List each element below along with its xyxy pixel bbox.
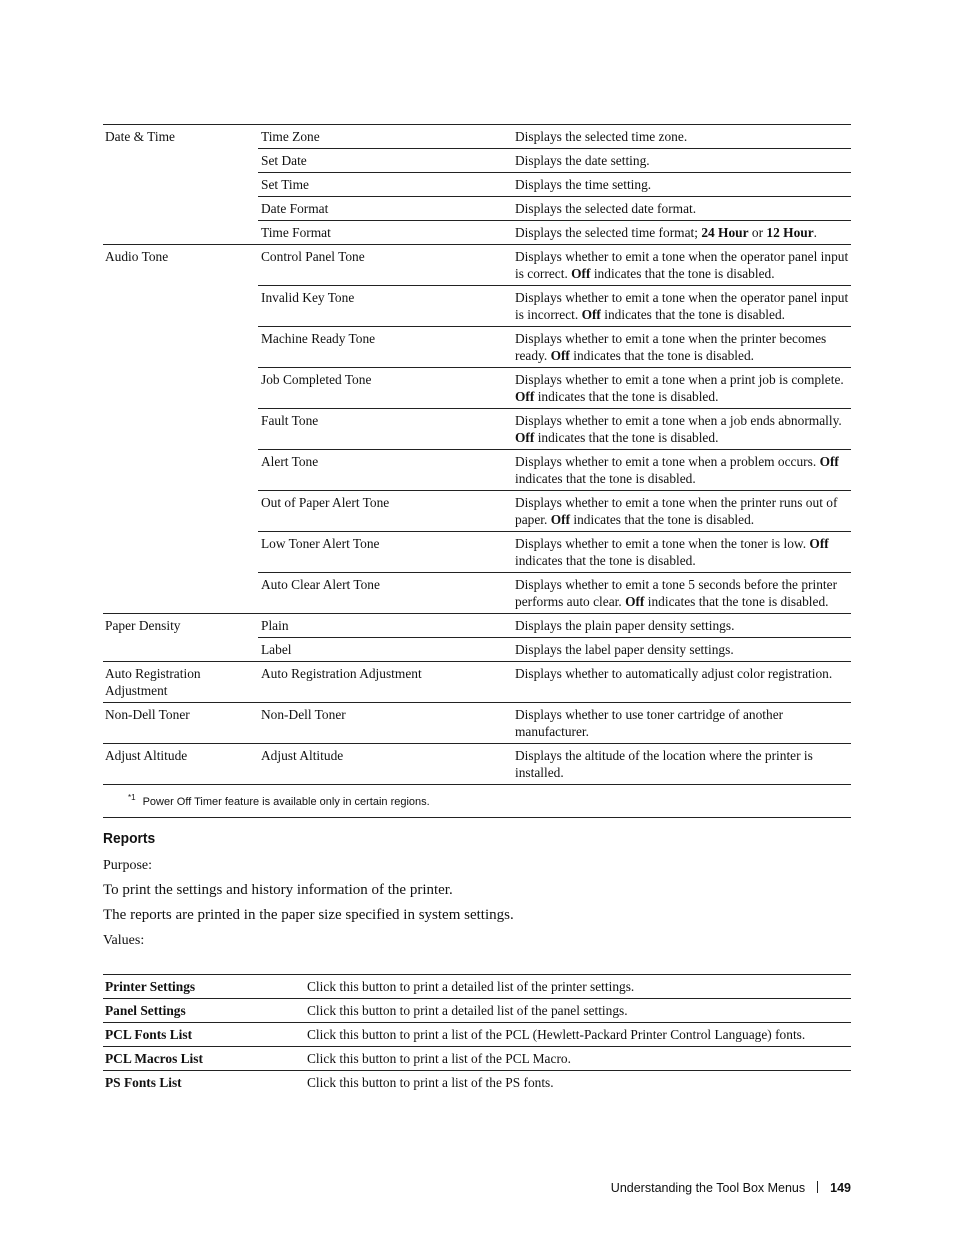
item-description (512, 491, 851, 532)
table-row (103, 744, 851, 785)
description-text: Displays whether to emit a tone 5 seconds before the printer performs auto clear. (515, 577, 838, 609)
item-description (512, 409, 851, 450)
item-description: Displays the altitude of the location where the printer is installed. (512, 744, 851, 785)
item-description (512, 532, 851, 573)
settings-table (103, 124, 851, 818)
item-label: Time Format (258, 221, 512, 245)
table-row (103, 1071, 851, 1095)
footer-separator (817, 1181, 818, 1193)
item-description (512, 245, 851, 286)
description-text: Displays whether to emit a tone when the operator panel input is incorrect. (515, 290, 849, 322)
group-label: Date & Time (103, 125, 258, 245)
value-keyword: Off (625, 594, 645, 609)
report-description: Click this button to print a list of the PCL Macro. (305, 1047, 851, 1071)
item-description: Displays whether to use toner cartridge of another manufacturer. (512, 703, 851, 744)
paper-size-note: The reports are printed in the paper size specified in system settings. (103, 907, 514, 923)
group-label: Adjust Altitude (103, 744, 258, 785)
description-text: . (813, 225, 818, 240)
description-text: indicates that the tone is disabled. (570, 512, 755, 527)
item-label: Set Time (258, 173, 512, 197)
description-text: Displays the selected time format; (515, 225, 702, 240)
footer-section-title: Understanding the Tool Box Menus (610, 1181, 806, 1195)
item-description: Displays the selected time zone. (512, 125, 851, 149)
section-heading: Reports (103, 830, 156, 847)
item-description (512, 450, 851, 491)
item-label: Invalid Key Tone (258, 286, 512, 327)
description-text: Displays whether to emit a tone when a job ends abnormally. (515, 413, 842, 428)
report-description: Click this button to print a list of the PS fonts. (305, 1071, 851, 1095)
description-text: indicates that the tone is disabled. (534, 430, 719, 445)
value-keyword: Off (515, 430, 535, 445)
item-label: Set Date (258, 149, 512, 173)
report-name: PCL Macros List (103, 1047, 305, 1071)
value-keyword: Off (550, 512, 571, 527)
item-label: Time Zone (258, 125, 512, 149)
value-keyword: Off (809, 536, 829, 551)
report-description: Click this button to print a detailed list of the panel settings. (305, 999, 851, 1023)
footnote-marker: *1 (128, 793, 136, 802)
value-keyword: 24 Hour (701, 225, 749, 240)
description-text: indicates that the tone is disabled. (534, 389, 719, 404)
description-text: indicates that the tone is disabled. (515, 553, 696, 568)
description-text: Displays whether to emit a tone when a print job is complete. (515, 372, 844, 387)
value-keyword: Off (515, 389, 535, 404)
item-description (512, 221, 851, 245)
table-row (103, 245, 851, 286)
item-description (512, 573, 851, 614)
page-number: 149 (830, 1181, 851, 1195)
group-label: Non-Dell Toner (103, 703, 258, 744)
item-description (512, 368, 851, 409)
item-label: Plain (258, 614, 512, 638)
item-label: Date Format (258, 197, 512, 221)
table-row (103, 999, 851, 1023)
reports-table (103, 974, 851, 1094)
purpose-text: To print the settings and history information of the printer. (103, 882, 453, 898)
group-label: Auto Registration Adjustment (103, 662, 258, 703)
item-description: Displays the label paper density settings. (512, 638, 851, 662)
item-description (512, 286, 851, 327)
item-description: Displays the plain paper density settings. (512, 614, 851, 638)
item-label: Machine Ready Tone (258, 327, 512, 368)
table-row (103, 614, 851, 638)
value-keyword: Off (581, 307, 601, 322)
description-text: indicates that the tone is disabled. (600, 307, 785, 322)
footnote-text: Power Off Timer feature is available only in certain regions. (142, 796, 430, 808)
description-text: indicates that the tone is disabled. (590, 266, 775, 281)
report-description: Click this button to print a list of the PCL (Hewlett-Packard Printer Control Language) fonts. (305, 1023, 851, 1047)
purpose-label: Purpose: (103, 858, 152, 873)
value-keyword: Off (571, 266, 591, 281)
description-text: Displays whether to emit a tone when the printer runs out of paper. (515, 495, 838, 527)
description-text: or (748, 225, 767, 240)
item-description: Displays the date setting. (512, 149, 851, 173)
table-row (103, 662, 851, 703)
item-label: Job Completed Tone (258, 368, 512, 409)
table-row (103, 703, 851, 744)
table-row (103, 1047, 851, 1071)
item-label: Auto Clear Alert Tone (258, 573, 512, 614)
item-label: Control Panel Tone (258, 245, 512, 286)
item-label: Alert Tone (258, 450, 512, 491)
description-text: Displays whether to emit a tone when the operator panel input is correct. (515, 249, 849, 281)
report-description: Click this button to print a detailed list of the printer settings. (305, 975, 851, 999)
item-label: Auto Registration Adjustment (258, 662, 512, 703)
report-name: PCL Fonts List (103, 1023, 305, 1047)
description-text: Displays whether to emit a tone when the printer becomes ready. (515, 331, 827, 363)
group-label: Audio Tone (103, 245, 258, 614)
item-description: Displays whether to automatically adjust color registration. (512, 662, 851, 703)
table-row (103, 975, 851, 999)
item-label: Adjust Altitude (258, 744, 512, 785)
value-keyword: Off (550, 348, 570, 363)
page-footer (611, 1181, 851, 1195)
description-text: indicates that the tone is disabled. (515, 471, 696, 486)
item-description: Displays the time setting. (512, 173, 851, 197)
description-text: Displays whether to emit a tone when a problem occurs. (515, 454, 820, 469)
item-description (512, 327, 851, 368)
item-description: Displays the selected date format. (512, 197, 851, 221)
report-name: PS Fonts List (103, 1071, 305, 1095)
item-label: Out of Paper Alert Tone (258, 491, 512, 532)
table-row (103, 1023, 851, 1047)
report-name: Printer Settings (103, 975, 305, 999)
group-label: Paper Density (103, 614, 258, 662)
item-label: Label (258, 638, 512, 662)
description-text: indicates that the tone is disabled. (644, 594, 829, 609)
item-label: Fault Tone (258, 409, 512, 450)
item-label: Non-Dell Toner (258, 703, 512, 744)
item-label: Low Toner Alert Tone (258, 532, 512, 573)
values-label: Values: (103, 933, 145, 948)
value-keyword: 12 Hour (766, 225, 814, 240)
description-text: indicates that the tone is disabled. (569, 348, 754, 363)
table-row (103, 125, 851, 149)
description-text: Displays whether to emit a tone when the toner is low. (515, 536, 810, 551)
footnote-row (103, 785, 851, 818)
report-name: Panel Settings (103, 999, 305, 1023)
value-keyword: Off (819, 454, 839, 469)
